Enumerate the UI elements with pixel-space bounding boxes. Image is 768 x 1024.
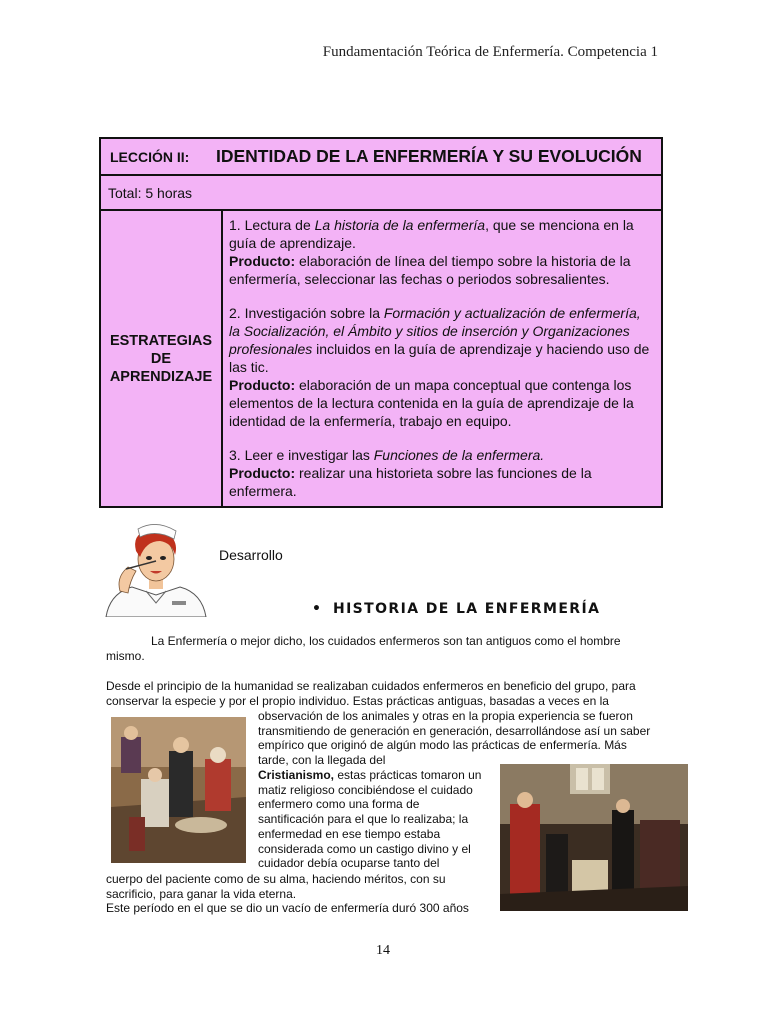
lesson-total: Total: 5 horas [100, 175, 662, 210]
strategies-label-line: ESTRATEGIAS [109, 332, 213, 349]
page-header: Fundamentación Teórica de Enfermería. Competencia 1 [322, 44, 658, 60]
paragraph-300-years: Este período en el que se dio un vacío de enfermería duró 300 años [106, 901, 469, 916]
bullet-icon: • [312, 601, 321, 617]
section-heading-text: HISTORIA DE LA ENFERMERÍA [332, 601, 601, 617]
strategy-item [229, 304, 655, 430]
painting-medieval-care [111, 717, 246, 863]
strategies-label-line: DE [150, 350, 172, 367]
strategies-label-line: APRENDIZAJE [109, 368, 213, 385]
lesson-table [99, 137, 663, 508]
section-desarrollo: Desarrollo [219, 547, 283, 563]
paragraph-history-narrow-text: estas prácticas tomaron un matiz religioso concibiéndose el cuidado enfermero como una forma de santificación para el que lo realizaba; la enfermedad en ese tiempo estaba considerada como un castigo divino y el cuidador debía ocuparse tanto del [258, 768, 482, 871]
section-heading [312, 601, 600, 617]
nurse-illustration [102, 521, 210, 617]
paragraph-intro [106, 634, 651, 663]
paragraph-intro-text: La Enfermería o mejor dicho, los cuidados enfermeros son tan antiguos como el hombre mismo. [106, 634, 621, 663]
strategy-title: La historia de la enfermería [314, 217, 486, 233]
strategy-title: Formación y actualización de enfermería, la Socialización, el Ámbito y sitios de inserción y Organizaciones profesionales [229, 305, 641, 357]
paragraph-end-text: cuerpo del paciente como de su alma, haciendo méritos, con su sacrificio, para ganar la vida eterna. [106, 872, 446, 901]
strategy-item [229, 446, 655, 500]
product-label: Producto: [229, 377, 296, 393]
strategy-text: 2. Investigación sobre la [229, 305, 384, 321]
paragraph-history: Desde el principio de la humanidad se realizaban cuidados enfermeros en beneficio del grupo, para conservar la especie y por el propio individuo. Estas prácticas antiguas, basadas a veces en la [106, 679, 636, 708]
strategy-text: incluidos en la guía de aprendizaje y haciendo uso de las tic. [229, 341, 650, 375]
strategy-text: , que se menciona en la guía de aprendizaje. [229, 217, 634, 251]
strategy-title: Funciones de la enfermera. [373, 447, 545, 463]
product-label: Producto: [229, 465, 296, 481]
product-text: realizar una historieta sobre las funciones de la enfermera. [229, 465, 592, 499]
lesson-label: LECCIÓN II: [110, 149, 190, 165]
paragraph-history-wrap: observación de los animales y otras en la propia experiencia se fueron transmitiendo de generación en generación, desarrollándose así un saber empírico que originó de algún modo las prácticas de enfermería. Más tarde, con la llegada del [258, 709, 651, 768]
product-text: elaboración de línea del tiempo sobre la historia de la enfermería, seleccionar las fechas o periodos sobresalientes. [229, 253, 631, 287]
lesson-title-cell [100, 138, 662, 175]
product-label: Producto: [229, 253, 296, 269]
strategy-item [229, 216, 655, 288]
lesson-title: IDENTIDAD DE LA ENFERMERÍA Y SU EVOLUCIÓN [216, 146, 642, 166]
product-text: elaboración de un mapa conceptual que contenga los elementos de la lectura contenida en la guía de aprendizaje de la identidad de la enfermería, trabajo en equipo. [229, 377, 634, 429]
paragraph-history-narrow [258, 768, 486, 871]
painting-church-scene [500, 764, 688, 911]
strategy-text: 3. Leer e investigar las [229, 447, 374, 463]
page-number: 14 [376, 943, 390, 958]
cristianismo-term: Cristianismo, [258, 768, 335, 782]
strategy-text: 1. Lectura de [229, 217, 315, 233]
paragraph-history-end [106, 872, 486, 916]
strategies-content [222, 210, 662, 507]
strategies-label [100, 210, 222, 507]
